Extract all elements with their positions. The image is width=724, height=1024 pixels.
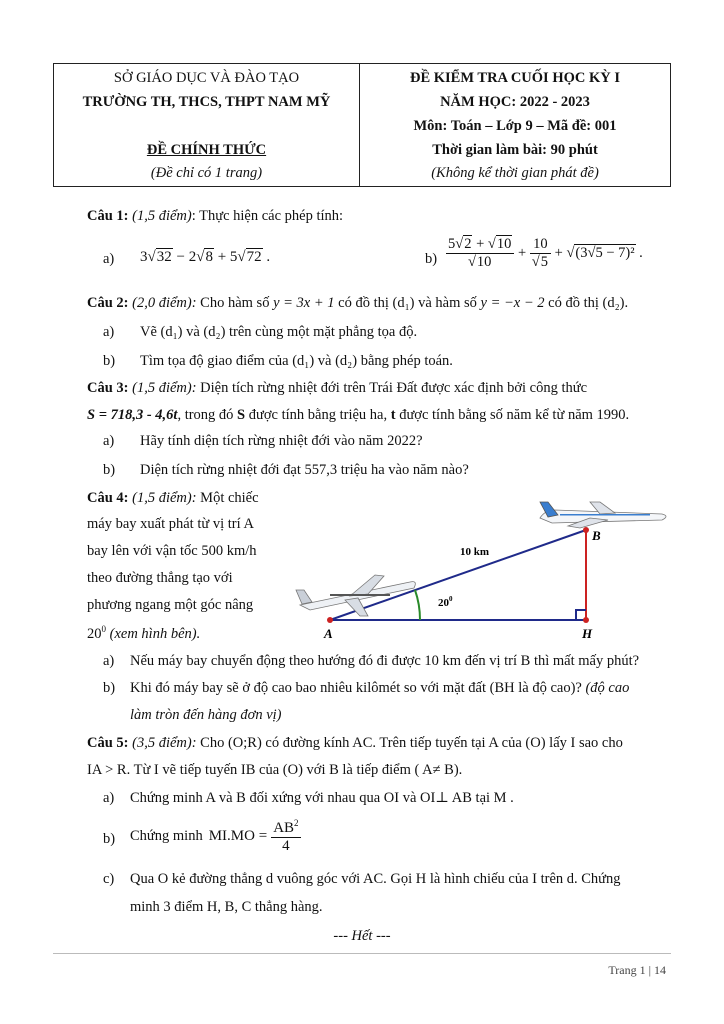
q2-title: Câu 2: (2,0 điểm): Cho hàm số y = 3x + 1 có đồ thị (d₁) và hàm số y = −x − 2 có đồ thị (d₂). bbox=[87, 295, 629, 311]
airplane-b-icon bbox=[540, 502, 666, 528]
q4a-label: a) bbox=[103, 653, 115, 669]
angle-label: $20^0$ bbox=[438, 595, 453, 609]
angle-arc bbox=[415, 590, 420, 620]
q2a-label: a) bbox=[103, 324, 115, 340]
hypotenuse-ab bbox=[330, 530, 586, 620]
q3b-label: b) bbox=[103, 462, 116, 478]
q5b-formula-lhs: MI.MO = bbox=[208, 828, 268, 844]
vertex-b-label: B bbox=[592, 528, 601, 543]
q3a-text: Hãy tính diện tích rừng nhiệt đới vào năm 2022? bbox=[140, 433, 423, 449]
q4a-text: Nếu máy bay chuyển động theo hướng đó đi được 10 km đến vị trí B thì mất mấy phút? bbox=[130, 653, 640, 669]
official-label: ĐỀ CHÍNH THỨC bbox=[146, 142, 267, 158]
q3-formula: S = 718,3 - 4,6t bbox=[87, 407, 178, 423]
q1-title: Câu 1: (1,5 điểm): Thực hiện các phép tính: bbox=[87, 208, 344, 224]
school-name: TRƯỜNG TH, THCS, THPT NAM MỸ bbox=[82, 94, 331, 110]
subject-line: Môn: Toán – Lớp 9 – Mã đề: 001 bbox=[413, 118, 617, 134]
q1b-expression: $\frac{5√2 + √10}{√10}$ + $\frac{10}{√5}$ + √(3√5 − 7)² . bbox=[448, 236, 643, 270]
q5b-text: Chứng minh MI.MO = $\frac{AB^2}{4}$ bbox=[130, 818, 299, 854]
q4-line3: bay lên với vận tốc 500 km/h bbox=[87, 543, 257, 559]
q5-line2: IA > R. Từ I vẽ tiếp tuyến IB của (O) với B là tiếp điểm ( A≠ B). bbox=[87, 762, 463, 778]
q4-line4: theo đường thẳng tạo với bbox=[87, 570, 233, 586]
q5c-text-2: minh 3 điểm H, B, C thẳng hàng. bbox=[130, 899, 323, 915]
q5-title: Câu 5: (3,5 điểm): Cho (O;R) có đường kính AC. Trên tiếp tuyến tại A của (O) lấy I sao cho bbox=[87, 735, 623, 751]
q2-function-1: y = 3x + 1 bbox=[273, 295, 335, 311]
q3a-label: a) bbox=[103, 433, 115, 449]
department-name: SỞ GIÁO DỤC VÀ ĐÀO TẠO bbox=[113, 70, 300, 86]
exam-title: ĐỀ KIỂM TRA CUỐI HỌC KỲ I bbox=[409, 70, 620, 86]
q5b-formula-fraction: $\frac{AB^2}{4}$ bbox=[273, 818, 299, 854]
q4-line6: $20^0$ (xem hình bên). bbox=[87, 624, 201, 642]
q1a-expression: 3√32 − 2√8 + 5√72 . bbox=[140, 249, 271, 265]
header-table bbox=[53, 63, 671, 187]
q4-title: Câu 4: (1,5 điểm): Một chiếc bbox=[87, 490, 259, 506]
q4-line2: máy bay xuất phát từ vị trí A bbox=[87, 516, 254, 532]
point-a bbox=[327, 617, 333, 623]
q2a-text: Vẽ (d₁) và (d₂) trên cùng một mặt phẳng tọa độ. bbox=[140, 324, 418, 340]
q2b-text: Tìm tọa độ giao điểm của (d₁) và (d₂) bằng phép toán. bbox=[140, 353, 453, 369]
end-marker: --- Hết --- bbox=[333, 928, 391, 944]
q1a-label: a) bbox=[103, 251, 115, 267]
q4-figure bbox=[290, 490, 710, 650]
vertex-h-label: H bbox=[582, 626, 593, 641]
page-footer: Trang 1 | 14 bbox=[608, 963, 666, 977]
school-year: NĂM HỌC: 2022 - 2023 bbox=[440, 94, 590, 110]
point-b bbox=[583, 527, 589, 533]
q2-function-2: y = −x − 2 bbox=[480, 295, 545, 311]
q5a-label: a) bbox=[103, 790, 115, 806]
q3b-text: Diện tích rừng nhiệt đới đạt 557,3 triệu ha vào năm nào? bbox=[140, 462, 469, 478]
distance-label: 10 km bbox=[460, 546, 490, 558]
q1b-label: b) bbox=[425, 251, 438, 267]
q5a-text: Chứng minh A và B đối xứng với nhau qua OI và OI⊥ AB tại M . bbox=[130, 790, 514, 806]
duration-note: (Không kể thời gian phát đề) bbox=[431, 165, 599, 181]
q4b-label: b) bbox=[103, 680, 116, 696]
duration-line: Thời gian làm bài: 90 phút bbox=[432, 142, 598, 158]
q2b-label: b) bbox=[103, 353, 116, 369]
q3-title: Câu 3: (1,5 điểm): Diện tích rừng nhiệt đới trên Trái Đất được xác định bởi công thức bbox=[87, 380, 588, 396]
point-h bbox=[583, 617, 589, 623]
q5c-text: Qua O kẻ đường thẳng d vuông góc với AC. Gọi H là hình chiếu của I trên d. Chứng bbox=[130, 871, 621, 887]
q5b-label: b) bbox=[103, 831, 116, 847]
q4b-text: Khi đó máy bay sẽ ở độ cao bao nhiêu kilômét so với mặt đất (BH là độ cao)? (độ cao bbox=[130, 680, 630, 696]
page-count-note: (Đề chỉ có 1 trang) bbox=[150, 165, 263, 181]
q4b-note: làm tròn đến hàng đơn vị) bbox=[130, 707, 282, 723]
q5c-label: c) bbox=[103, 871, 115, 887]
q3-formula-line: S = 718,3 - 4,6t, trong đó S được tính bằng triệu ha, t được tính bằng số năm kể từ năm 1990. bbox=[87, 407, 630, 423]
q4-line5: phương ngang một góc nâng bbox=[87, 597, 254, 613]
vertex-a-label: A bbox=[324, 626, 333, 641]
footer-divider bbox=[53, 953, 671, 954]
